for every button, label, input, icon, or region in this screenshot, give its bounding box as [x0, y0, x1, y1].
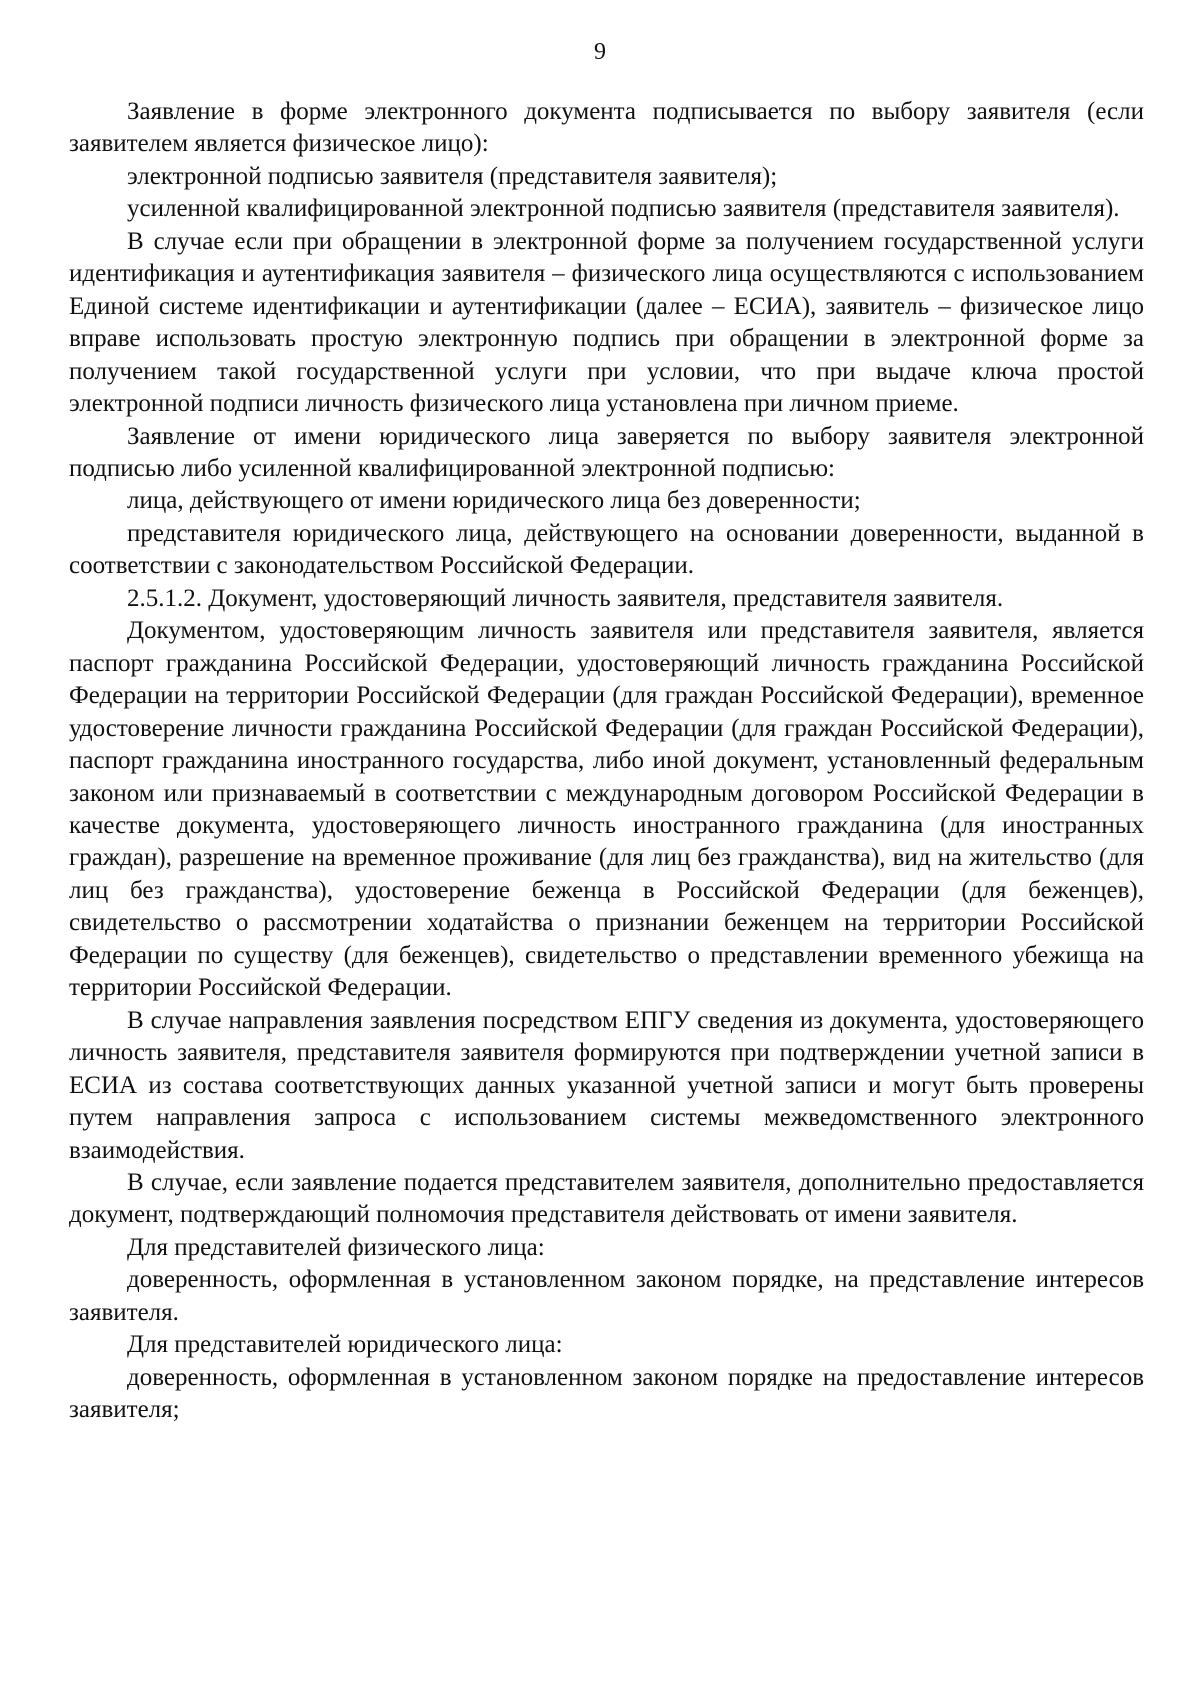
paragraph-2: электронной подписью заявителя (представителя заявителя);: [127, 162, 778, 190]
document-body: [69, 96, 1144, 1427]
paragraph-13: доверенность, оформленная в установленном законом порядке, на представление интересов заявителя.: [69, 1266, 1144, 1326]
paragraph-4: В случае если при обращении в электронной форме за получением государственной услуги идентификация и аутентификация заявителя – физического лица осуществляются с использованием Единой системе идентификации и аутентификации (далее – ЕСИА), заявитель – физическое лицо вправе использовать простую электронную подпись при обращении в электронной форме за получением такой государственной услуги при условии, что при выдаче ключа простой электронной подписи личность физического лица установлена при личном приеме.: [69, 227, 1144, 418]
paragraph-15: доверенность, оформленная в установленном законом порядке на предоставление интересов заявителя;: [69, 1363, 1144, 1424]
paragraph-6: лица, действующего от имени юридического лица без доверенности;: [127, 487, 861, 515]
page-number: 9: [594, 39, 606, 65]
paragraph-5: Заявление от имени юридического лица заверяется по выбору заявителя электронной подписью либо усиленной квалифицированной электронной подписью:: [69, 422, 1144, 482]
paragraph-3: усиленной квалифицированной электронной подписью заявителя (представителя заявителя).: [127, 195, 1120, 223]
paragraph-11: В случае, если заявление подается представителем заявителя, дополнительно предоставляется документ, подтверждающий полномочия представителя действовать от имени заявителя.: [69, 1168, 1144, 1229]
paragraph-1: Заявление в форме электронного документа подписывается по выбору заявителя (если заявителем является физическое лицо):: [69, 98, 1144, 158]
paragraph-12: Для представителей физического лица:: [127, 1233, 545, 1261]
paragraph-9: Документом, удостоверяющим личность заявителя или представителя заявителя, является паспорт гражданина Российской Федерации, удостоверяющий личность гражданина Российской Федерации на территории Российской Федерации (для граждан Российской Федерации), временное удостоверение личности гражданина Российской Федерации (для граждан Российской Федерации), паспорт гражданина иностранного государства, либо иной документ, установленный федеральным законом или признаваемый в соответствии с международным договором Российской Федерации в качестве документа, удостоверяющего личность иностранного гражданина (для иностранных граждан), разрешение на временное проживание (для лиц без гражданства), вид на жительство (для лиц без гражданства), удостоверение беженца в Российской Федерации (для беженцев), свидетельство о рассмотрении ходатайства о признании беженцем на территории Российской Федерации по существу (для беженцев), свидетельство о представлении временного убежища на территории Российской Федерации.: [69, 617, 1144, 1002]
section-heading-2-5-1-2: 2.5.1.2. Документ, удостоверяющий личность заявителя, представителя заявителя.: [127, 584, 1004, 612]
paragraph-7: представителя юридического лица, действующего на основании доверенности, выданной в соответствии с законодательством Российской Федерации.: [69, 519, 1144, 580]
paragraph-10: В случае направления заявления посредством ЕПГУ сведения из документа, удостоверяющего личность заявителя, представителя заявителя формируются при подтверждении учетной записи в ЕСИА из состава соответствующих данных указанной учетной записи и могут быть проверены путем направления запроса с использованием системы межведомственного электронного взаимодействия.: [69, 1006, 1144, 1164]
paragraph-14: Для представителей юридического лица:: [127, 1331, 563, 1359]
